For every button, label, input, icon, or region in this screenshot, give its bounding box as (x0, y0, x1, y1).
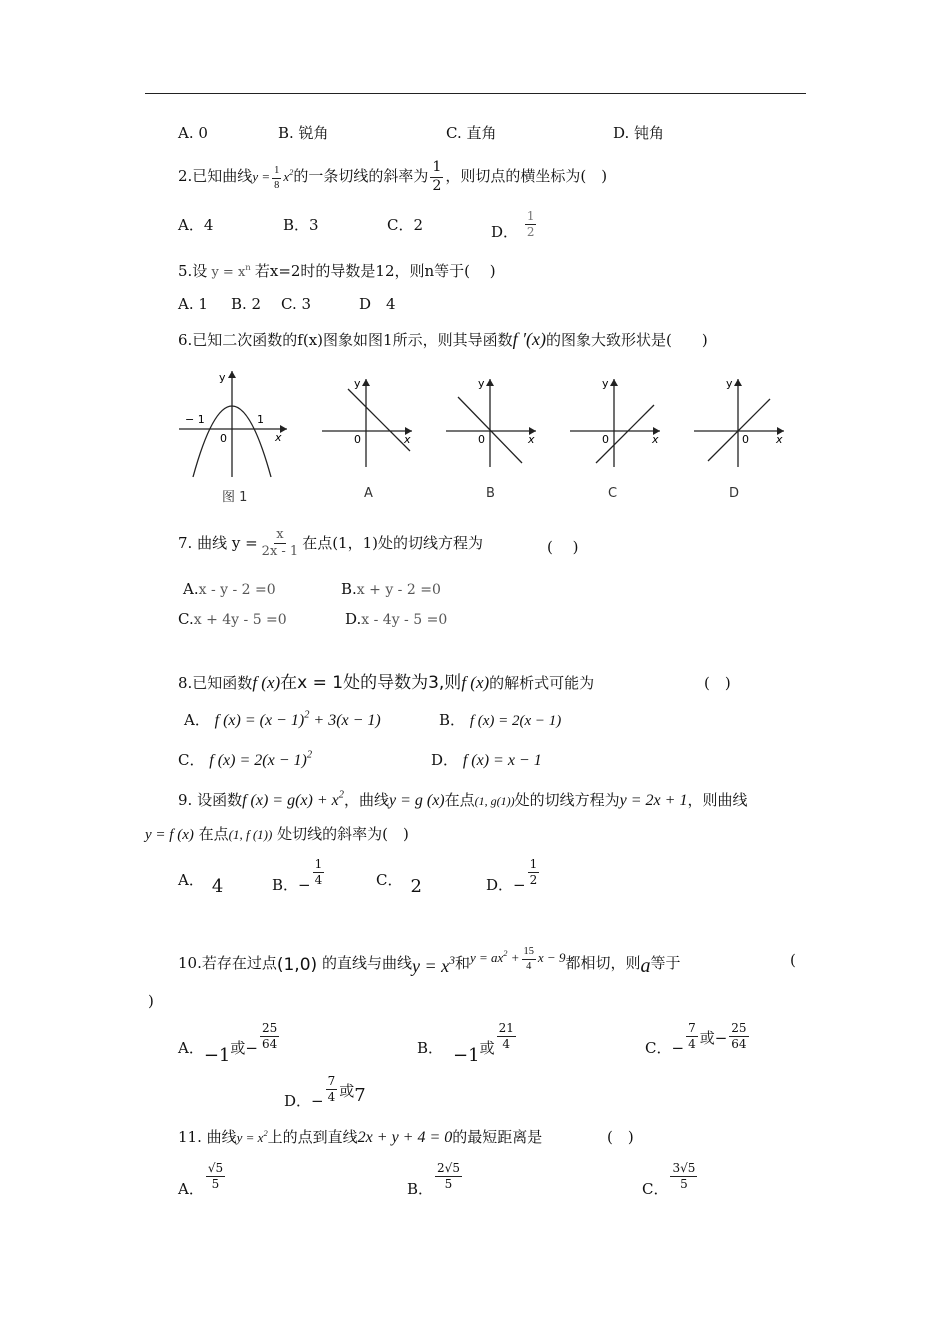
header-rule (145, 93, 806, 94)
svg-text:y: y (602, 377, 609, 390)
q8-mid: 在x = 1处的导数为3,则 (280, 673, 462, 693)
q9-option-d (486, 857, 541, 894)
q2-option-d-label: D． (491, 222, 519, 241)
q11-option-c (642, 1161, 699, 1198)
svg-text:x: x (776, 433, 783, 446)
q7-option-d (345, 612, 447, 627)
q7-fraction: $\frac{x}{2x - 1}$ (261, 527, 299, 560)
q7-option-a (183, 582, 276, 597)
q10-stem (178, 938, 681, 977)
q11-paren: ( ) (607, 1128, 634, 1146)
q5-expr: $y = x^n$ (207, 262, 251, 280)
q6-caption-fig1: 图 1 (222, 490, 248, 505)
q8-prefix: 8.已知函数 (178, 674, 253, 692)
q11-mid: 上的点到直线 (267, 1128, 358, 1146)
q8-option-d-expr: f (x) = x − 1 (462, 752, 542, 769)
q10-option-d-value: − $\frac{7}{4}$ 或7 (311, 1074, 366, 1110)
q11-option-b (407, 1161, 464, 1198)
q10-mid2: 和 (454, 954, 470, 972)
q8-option-b-expr: f (x) = 2(x − 1) (469, 713, 562, 729)
q5-prefix: 5.设 (178, 262, 208, 280)
q5-option-b: B. 2 (231, 295, 262, 313)
q8-fx-2: f (x) (461, 673, 490, 692)
q7-option-d-expr: x - 4y - 5 =0 (361, 612, 448, 628)
q9-option-c-label: C． (376, 871, 403, 889)
q9-option-c-value: 2 (410, 876, 422, 897)
q9-fx-def: f $(x) = g(x) + x^2$ (242, 789, 344, 809)
svg-text:y: y (726, 377, 733, 390)
q5-option-a: A. 1 (178, 295, 208, 313)
q5-option-d: D 4 (359, 295, 396, 313)
q7-option-d-label: D. (345, 610, 362, 628)
q2-curve-expr: y = $\frac{1}{8}$ $x^2$ (252, 165, 294, 191)
q2-suffix: ，则切点的横坐标为( ) (445, 167, 608, 186)
q8-option-c-expr: f $(x) = 2(x - 1)^2$ (209, 749, 313, 769)
svg-text:1: 1 (257, 413, 264, 426)
q10-mid1: 的直线与曲线 (321, 954, 412, 972)
q7-option-c (178, 612, 287, 627)
q8-option-d-label: D． (431, 751, 459, 769)
q7-stem (178, 528, 483, 560)
q6-caption-d: D (729, 486, 740, 501)
q9-point-f: (1, f (1)) (228, 827, 273, 842)
svg-text:x: x (652, 433, 659, 446)
q10-option-a-or: 或 (230, 1038, 246, 1057)
q10-option-c (645, 1021, 751, 1057)
q6-derivative-expr: f ′(x) (512, 329, 546, 349)
q7-option-a-label: A. (183, 580, 199, 598)
svg-text:0: 0 (742, 433, 749, 446)
q6-option-c-graph (566, 375, 666, 475)
q10-option-a-label: A． (178, 1038, 204, 1057)
q2-mid: 的一条切线的斜率为 (293, 167, 429, 186)
q7-option-b-label: B. (341, 580, 357, 598)
q5-suffix: 若x=2时的导数是12，则n等于( ) (254, 262, 496, 280)
q8-paren: ( ) (704, 674, 731, 692)
q6-figure-1-graph (175, 365, 295, 483)
svg-text:y: y (478, 377, 485, 390)
q9-mid1: ，曲线 (343, 791, 389, 809)
q8-suffix: 的解析式可能为 (489, 674, 595, 692)
q8-option-c (178, 749, 313, 769)
q2-option-b: B．3 (283, 216, 319, 234)
svg-text:x: x (275, 431, 282, 444)
q9-option-d-value: − $\frac{1}{2}$ (513, 857, 538, 894)
q11-option-b-value: $\frac{2√5}{5}$ (437, 1161, 460, 1192)
q6-suffix: 的图象大致形状是( ) (546, 331, 708, 349)
svg-text:0: 0 (220, 432, 227, 445)
q9-prefix: 9. 设函数 (178, 791, 243, 809)
svg-text:y: y (219, 371, 226, 384)
q8-option-c-label: C． (178, 751, 205, 769)
q5-option-c: C. 3 (281, 295, 312, 313)
q5-stem (178, 264, 496, 279)
q8-option-b (439, 713, 561, 729)
svg-text:x: x (528, 433, 535, 446)
q11-option-a-label: A． (178, 1179, 204, 1198)
q9-option-b-value: − $\frac{1}{4}$ (298, 857, 323, 894)
q10-option-b-or: 或 (479, 1038, 495, 1057)
q10-prefix: 10.若存在过点 (178, 954, 277, 972)
q11-option-a (178, 1161, 227, 1198)
svg-text:0: 0 (354, 433, 361, 446)
q10-option-a-value: −1或− $\frac{25}{64}$ (203, 1021, 278, 1066)
q10-curve-2: $y = ax^2$ + $\frac{15}{4}$ x − 9 (469, 946, 566, 972)
q8-option-a (184, 709, 381, 729)
q9-line2b: 处切线的斜率为( ) (277, 825, 409, 843)
q1-option-a: A. 0 (178, 124, 208, 142)
q10-option-c-label: C． (645, 1038, 672, 1057)
q8-option-a-label: A． (184, 711, 210, 729)
q6-option-d-graph (690, 375, 790, 475)
q10-point: (1,0) (276, 955, 318, 975)
q8-option-d (431, 753, 542, 769)
q10-option-b-value: −1或 $\frac{21}{4}$ (453, 1021, 514, 1066)
q9-curve-f: y = f (x) (145, 827, 194, 843)
q7-option-c-expr: x + 4y - 5 =0 (193, 612, 287, 628)
q2-prefix: 2.已知曲线 (178, 167, 253, 186)
q10-curve-1: $y = x^3$ (411, 953, 455, 976)
svg-text:y: y (354, 377, 361, 390)
q10-option-c-or: 或 (699, 1028, 715, 1047)
q6-stem (178, 330, 708, 348)
q2-stem (178, 160, 607, 194)
q9-stem-line1 (178, 789, 748, 809)
q8-option-a-expr: f $(x) = (x - 1)^2 + 3(x - 1)$ (214, 709, 381, 729)
q2-option-d: D． $\frac{1}{2}$ (491, 209, 535, 241)
q2-option-c: C．2 (387, 216, 424, 234)
q7-option-a-expr: x - y - 2 =0 (198, 582, 276, 598)
q10-option-d-label: D． (284, 1091, 312, 1110)
svg-text:0: 0 (602, 433, 609, 446)
q10-option-b-label: B． (417, 1038, 444, 1057)
q6-caption-a: A (364, 486, 373, 501)
q6-caption-b: B (486, 486, 495, 501)
q10-suffix: 等于 (650, 954, 681, 972)
q8-fx-1: f (x) (252, 673, 281, 692)
q6-prefix: 6.已知二次函数的f(x)图象如图1所示，则其导函数 (178, 331, 513, 349)
q9-mid2: 在点 (444, 791, 475, 809)
q10-option-d (284, 1074, 366, 1110)
q10-option-c-value: − $\frac{7}{4}$ 或− $\frac{25}{64}$ (671, 1021, 747, 1057)
q11-curve: $y = x^2$ (236, 1128, 268, 1145)
q1-option-b: B. 锐角 (278, 124, 329, 142)
q11-option-a-value: $\frac{√5}{5}$ (207, 1161, 224, 1192)
q8-stem (178, 674, 594, 692)
q9-stem-line2 (145, 827, 409, 843)
q10-paren-close: ) (148, 992, 154, 1010)
q9-suffix: ，则曲线 (687, 791, 748, 809)
q9-option-b-label: B． (272, 875, 299, 894)
q11-option-c-value: $\frac{3√5}{5}$ (672, 1161, 696, 1192)
q9-point-g: (1, g(1)) (474, 794, 515, 808)
q10-paren-open: ( (790, 951, 796, 969)
q2-slope-frac: $\frac{1}{2}$ (432, 159, 442, 194)
q9-tangent-expr: y = 2x + 1 (619, 792, 688, 809)
q1-option-d: D. 钝角 (613, 124, 665, 142)
q7-option-b-expr: x + y - 2 =0 (356, 582, 441, 598)
q9-mid3: 处的切线方程为 (514, 791, 620, 809)
svg-text:0: 0 (478, 433, 485, 446)
q1-option-c: C. 直角 (446, 124, 497, 142)
q10-option-b (417, 1021, 518, 1066)
q9-option-c (376, 871, 422, 897)
q9-option-d-label: D． (486, 875, 514, 894)
q10-option-a (178, 1021, 281, 1066)
q10-var-a: a (640, 955, 651, 977)
q7-option-c-label: C. (178, 610, 194, 628)
q11-option-b-label: B． (407, 1179, 434, 1198)
q9-option-a (178, 871, 224, 897)
q6-option-a-graph (318, 375, 418, 475)
q6-option-b-graph (442, 375, 542, 475)
q11-suffix: 的最短距离是 (452, 1128, 543, 1146)
q9-option-a-label: A． (178, 871, 204, 889)
q6-caption-c: C (608, 486, 618, 501)
q7-paren: ( ) (547, 538, 579, 556)
svg-text:− 1: − 1 (185, 413, 205, 426)
q11-option-c-label: C． (642, 1179, 669, 1198)
q9-curve-g: y = g (x) (388, 792, 445, 809)
q11-stem (178, 1130, 542, 1146)
q7-prefix: 7. 曲线 y = (178, 533, 258, 552)
q10-mid3: 都相切，则 (565, 954, 641, 972)
q8-option-b-label: B． (439, 711, 466, 729)
q2-option-a: A．4 (178, 216, 214, 234)
q7-option-b (341, 582, 441, 597)
q10-option-d-or: 或 (339, 1081, 355, 1100)
q7-suffix: 在点(1，1)处的切线方程为 (302, 533, 483, 552)
q11-line: 2x + y + 4 = 0 (357, 1129, 453, 1146)
q9-line2: 在点 (198, 825, 229, 843)
svg-text:x: x (404, 433, 411, 446)
q9-option-a-value: 4 (211, 876, 224, 897)
q11-prefix: 11. 曲线 (178, 1128, 237, 1146)
q9-option-b (272, 857, 326, 894)
